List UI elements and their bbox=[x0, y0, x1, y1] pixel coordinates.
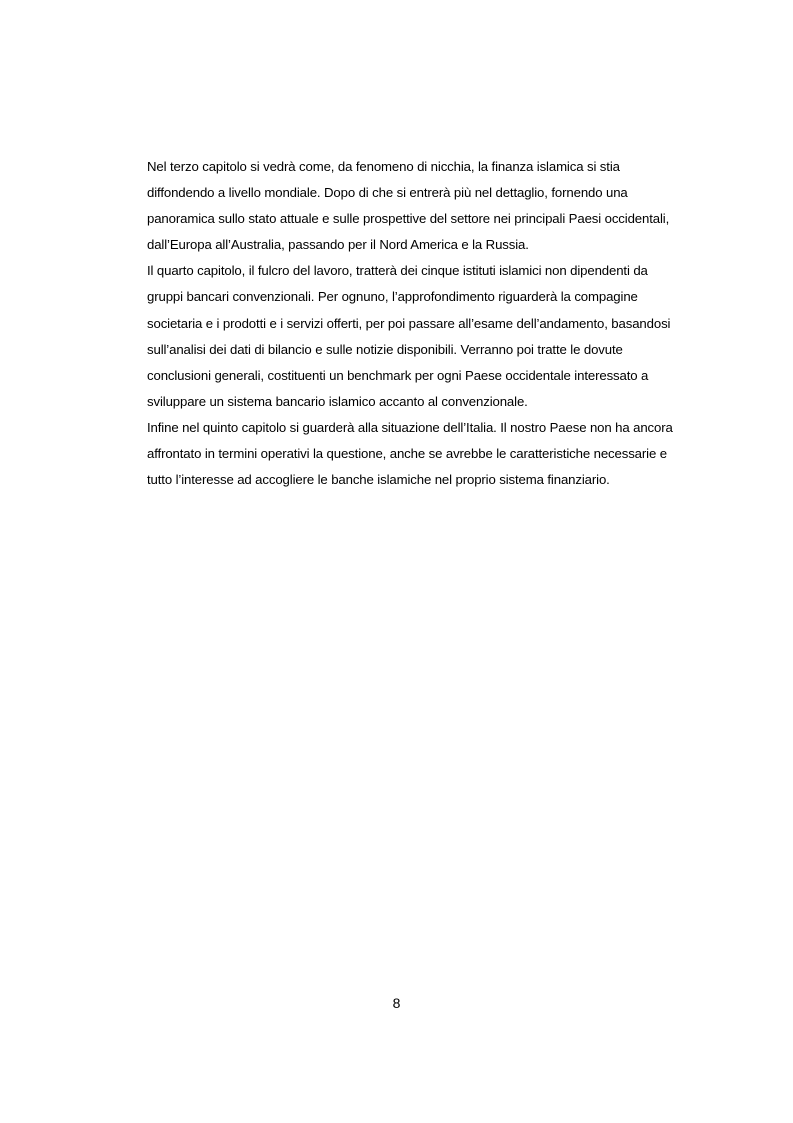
body-text bbox=[147, 154, 695, 493]
text-line: Nel terzo capitolo si vedrà come, da fenomeno di nicchia, la finanza islamica si stia bbox=[147, 159, 620, 174]
text-line: Infine nel quinto capitolo si guarderà alla situazione dell’Italia. Il nostro Paese non ha ancora bbox=[147, 419, 673, 435]
text-line: societaria e i prodotti e i servizi offerti, per poi passare all’esame dell’andamento, basandosi bbox=[147, 315, 671, 331]
text-line: Il quarto capitolo, il fulcro del lavoro, tratterà dei cinque istituti islamici non dipendenti da bbox=[147, 263, 648, 279]
text-line: sviluppare un sistema bancario islamico accanto al convenzionale. bbox=[147, 393, 528, 409]
text-line: dall’Europa all’Australia, passando per il Nord America e la Russia. bbox=[147, 237, 529, 253]
text-line: sull’analisi dei dati di bilancio e sulle notizie disponibili. Verranno poi tratte le dovute bbox=[147, 341, 623, 357]
text-line: affrontato in termini operativi la questione, anche se avrebbe le caratteristiche necessarie e bbox=[147, 446, 667, 462]
text-line: diffondendo a livello mondiale. Dopo di che si entrerà più nel dettaglio, fornendo una bbox=[147, 185, 628, 201]
text-line: tutto l’interesse ad accogliere le banche islamiche nel proprio sistema finanziario. bbox=[147, 472, 610, 488]
text-line: panoramica sullo stato attuale e sulle prospettive del settore nei principali Paesi occidentali, bbox=[147, 211, 670, 227]
text-line: conclusioni generali, costituenti un benchmark per ogni Paese occidentale interessato a bbox=[147, 367, 649, 383]
text-line: gruppi bancari convenzionali. Per ognuno, l’approfondimento riguarderà la compagine bbox=[147, 289, 638, 305]
page-number: 8 bbox=[392, 995, 401, 1011]
